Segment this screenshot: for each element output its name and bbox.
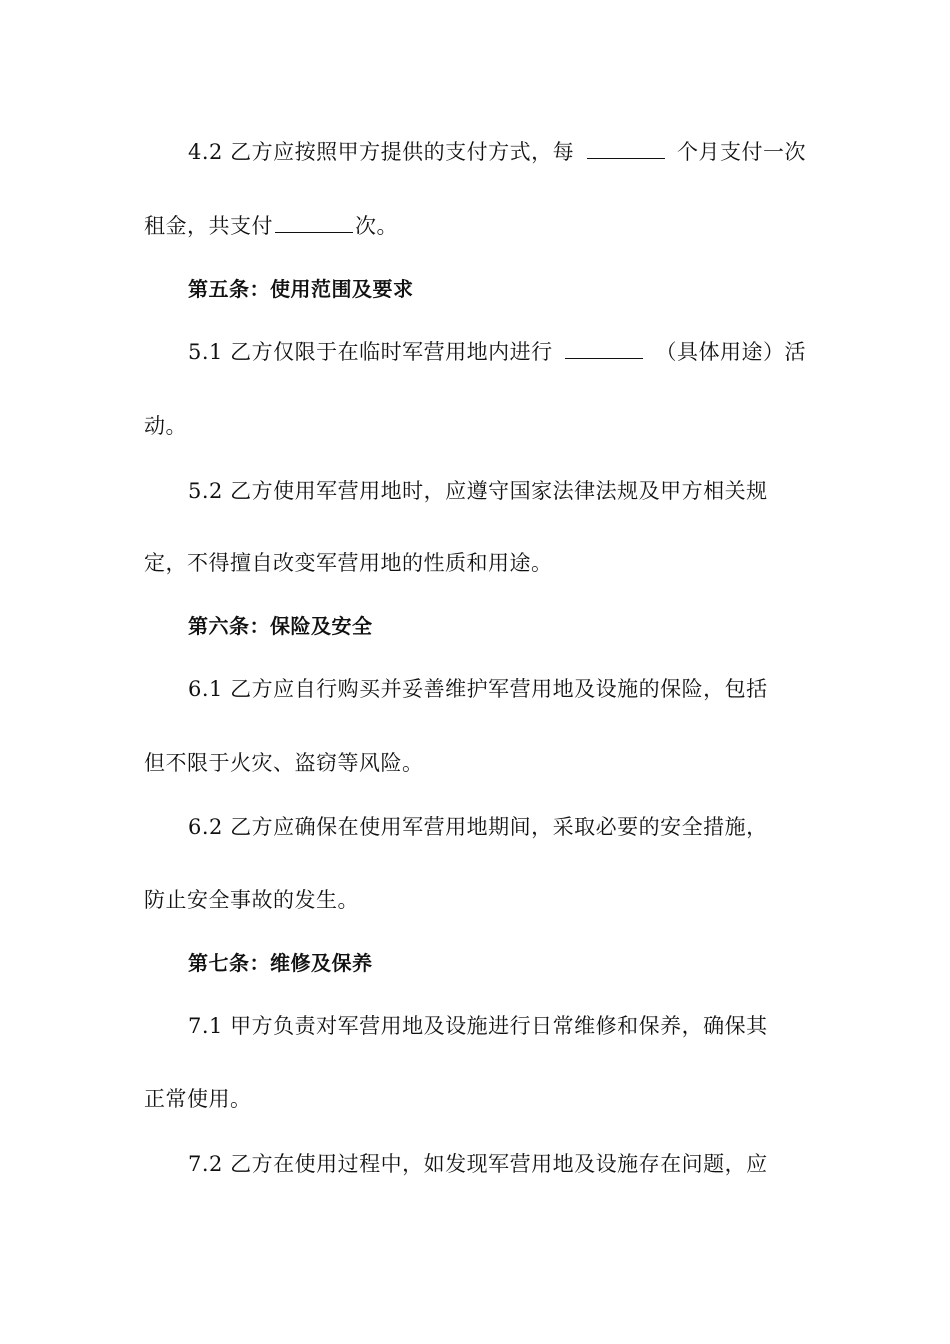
paragraph-6-1-line-2: 但不限于火灾、盗窃等风险。 (144, 751, 424, 775)
section-6-heading: 第六条：保险及安全 (188, 614, 373, 638)
text: 租金，共支付 (144, 214, 273, 238)
text: 个月支付一次 (676, 140, 806, 164)
fill-in-blank[interactable] (565, 338, 643, 359)
paragraph-6-2-line-2: 防止安全事故的发生。 (144, 888, 359, 912)
text: （具体用途）活 (655, 340, 806, 364)
fill-in-blank[interactable] (275, 212, 353, 233)
paragraph-7-2-line-1: 7.2 乙方在使用过程中，如发现军营用地及设施存在问题，应 (188, 1152, 768, 1176)
paragraph-6-2-line-1: 6.2 乙方应确保在使用军营用地期间，采取必要的安全措施， (188, 815, 768, 839)
paragraph-5-1-line-1 (188, 338, 806, 366)
fill-in-blank[interactable] (587, 138, 665, 159)
text: 5.1 乙方仅限于在临时军营用地内进行 (188, 340, 553, 364)
paragraph-7-1-line-1: 7.1 甲方负责对军营用地及设施进行日常维修和保养，确保其 (188, 1014, 768, 1038)
paragraph-5-1-line-2: 动。 (144, 414, 187, 438)
paragraph-5-2-line-1: 5.2 乙方使用军营用地时，应遵守国家法律法规及甲方相关规 (188, 479, 768, 503)
paragraph-7-1-line-2: 正常使用。 (144, 1087, 252, 1111)
text: 4.2 乙方应按照甲方提供的支付方式，每 (188, 140, 575, 164)
section-7-heading: 第七条：维修及保养 (188, 951, 373, 975)
section-5-heading: 第五条：使用范围及要求 (188, 277, 414, 301)
paragraph-4-2-line-2 (144, 212, 806, 240)
paragraph-6-1-line-1: 6.1 乙方应自行购买并妥善维护军营用地及设施的保险，包括 (188, 677, 768, 701)
paragraph-4-2-line-1 (188, 138, 806, 166)
paragraph-5-2-line-2: 定，不得擅自改变军营用地的性质和用途。 (144, 551, 553, 575)
text: 次。 (355, 214, 398, 238)
